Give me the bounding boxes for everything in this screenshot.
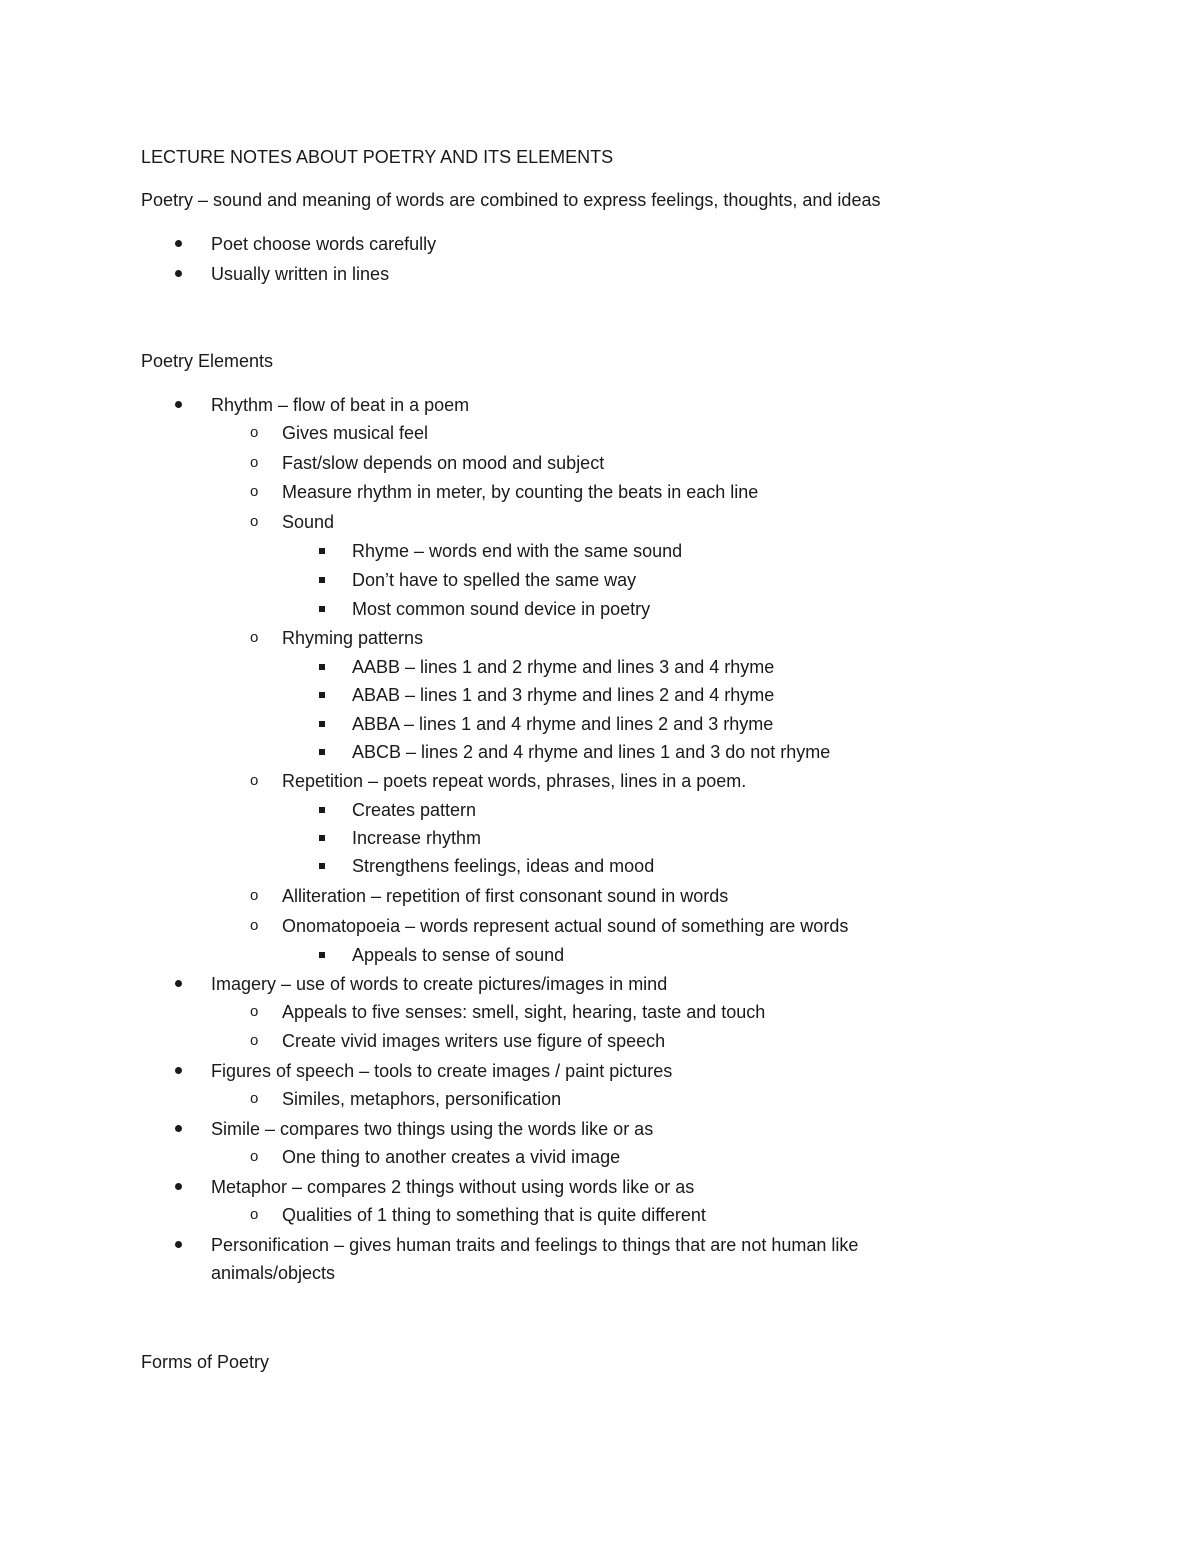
- list-item: One thing to another creates a vivid image: [282, 1147, 621, 1167]
- list-item: Similes, metaphors, personification: [282, 1089, 562, 1109]
- list-item: ABBA – lines 1 and 4 rhyme and lines 2 and 3 rhyme: [352, 714, 774, 734]
- list-item: Fast/slow depends on mood and subject: [282, 453, 605, 473]
- bullet-dot-icon: [175, 270, 182, 277]
- list-item: Appeals to five senses: smell, sight, hearing, taste and touch: [282, 1002, 766, 1022]
- list-item: AABB – lines 1 and 2 rhyme and lines 3 and 4 rhyme: [352, 657, 775, 677]
- bullet-dot-icon: [175, 1183, 182, 1190]
- list-item: Poet choose words carefully: [211, 234, 437, 254]
- list-item: Appeals to sense of sound: [352, 945, 565, 965]
- bullet-dot-icon: [175, 401, 182, 408]
- bullet-square-icon: [319, 835, 325, 841]
- list-item: Creates pattern: [352, 800, 477, 820]
- list-item: Rhyme – words end with the same sound: [352, 541, 683, 561]
- page-title: LECTURE NOTES ABOUT POETRY AND ITS ELEMENTS: [141, 147, 614, 167]
- list-item-simile: Simile – compares two things using the words like or as: [211, 1119, 654, 1139]
- bullet-circle-icon: o: [250, 454, 259, 471]
- list-item-sound: Sound: [282, 512, 335, 532]
- list-item: Strengthens feelings, ideas and mood: [352, 856, 655, 876]
- bullet-circle-icon: o: [250, 1090, 259, 1107]
- list-item: Create vivid images writers use figure of speech: [282, 1031, 666, 1051]
- bullet-dot-icon: [175, 1125, 182, 1132]
- list-item-alliteration: Alliteration – repetition of first consonant sound in words: [282, 886, 729, 906]
- bullet-circle-icon: o: [250, 917, 259, 934]
- bullet-circle-icon: o: [250, 1003, 259, 1020]
- bullet-circle-icon: o: [250, 483, 259, 500]
- bullet-dot-icon: [175, 980, 182, 987]
- bullet-square-icon: [319, 721, 325, 727]
- bullet-square-icon: [319, 692, 325, 698]
- bullet-square-icon: [319, 606, 325, 612]
- bullet-circle-icon: o: [250, 772, 259, 789]
- list-item-personification-continued: animals/objects: [211, 1263, 336, 1283]
- bullet-square-icon: [319, 548, 325, 554]
- section-heading-elements: Poetry Elements: [141, 351, 274, 371]
- list-item: Usually written in lines: [211, 264, 390, 284]
- bullet-circle-icon: o: [250, 887, 259, 904]
- bullet-circle-icon: o: [250, 1206, 259, 1223]
- list-item: Qualities of 1 thing to something that is quite different: [282, 1205, 706, 1225]
- list-item: ABAB – lines 1 and 3 rhyme and lines 2 and 4 rhyme: [352, 685, 775, 705]
- bullet-square-icon: [319, 952, 325, 958]
- list-item-onomatopoeia: Onomatopoeia – words represent actual sound of something are words: [282, 916, 849, 936]
- section-heading-forms: Forms of Poetry: [141, 1352, 270, 1372]
- list-item-rhyming-patterns: Rhyming patterns: [282, 628, 424, 648]
- list-item-personification: Personification – gives human traits and feelings to things that are not human like: [211, 1235, 859, 1255]
- list-item-repetition: Repetition – poets repeat words, phrases, lines in a poem.: [282, 771, 747, 791]
- list-item: Gives musical feel: [282, 423, 429, 443]
- list-item: ABCB – lines 2 and 4 rhyme and lines 1 and 3 do not rhyme: [352, 742, 831, 762]
- bullet-square-icon: [319, 807, 325, 813]
- bullet-dot-icon: [175, 1241, 182, 1248]
- list-item: Most common sound device in poetry: [352, 599, 651, 619]
- bullet-square-icon: [319, 863, 325, 869]
- list-item: Don’t have to spelled the same way: [352, 570, 637, 590]
- poetry-definition: Poetry – sound and meaning of words are combined to express feelings, thoughts, and ideas: [141, 190, 881, 210]
- bullet-circle-icon: o: [250, 1148, 259, 1165]
- list-item: Increase rhythm: [352, 828, 482, 848]
- bullet-circle-icon: o: [250, 424, 259, 441]
- list-item: Measure rhythm in meter, by counting the beats in each line: [282, 482, 759, 502]
- list-item-imagery: Imagery – use of words to create pictures/images in mind: [211, 974, 668, 994]
- bullet-circle-icon: o: [250, 629, 259, 646]
- list-item-figures-of-speech: Figures of speech – tools to create images / paint pictures: [211, 1061, 673, 1081]
- bullet-dot-icon: [175, 1067, 182, 1074]
- bullet-circle-icon: o: [250, 513, 259, 530]
- bullet-square-icon: [319, 664, 325, 670]
- list-item-metaphor: Metaphor – compares 2 things without using words like or as: [211, 1177, 695, 1197]
- bullet-square-icon: [319, 577, 325, 583]
- bullet-square-icon: [319, 749, 325, 755]
- list-item-rhythm: Rhythm – flow of beat in a poem: [211, 395, 470, 415]
- bullet-circle-icon: o: [250, 1032, 259, 1049]
- bullet-dot-icon: [175, 240, 182, 247]
